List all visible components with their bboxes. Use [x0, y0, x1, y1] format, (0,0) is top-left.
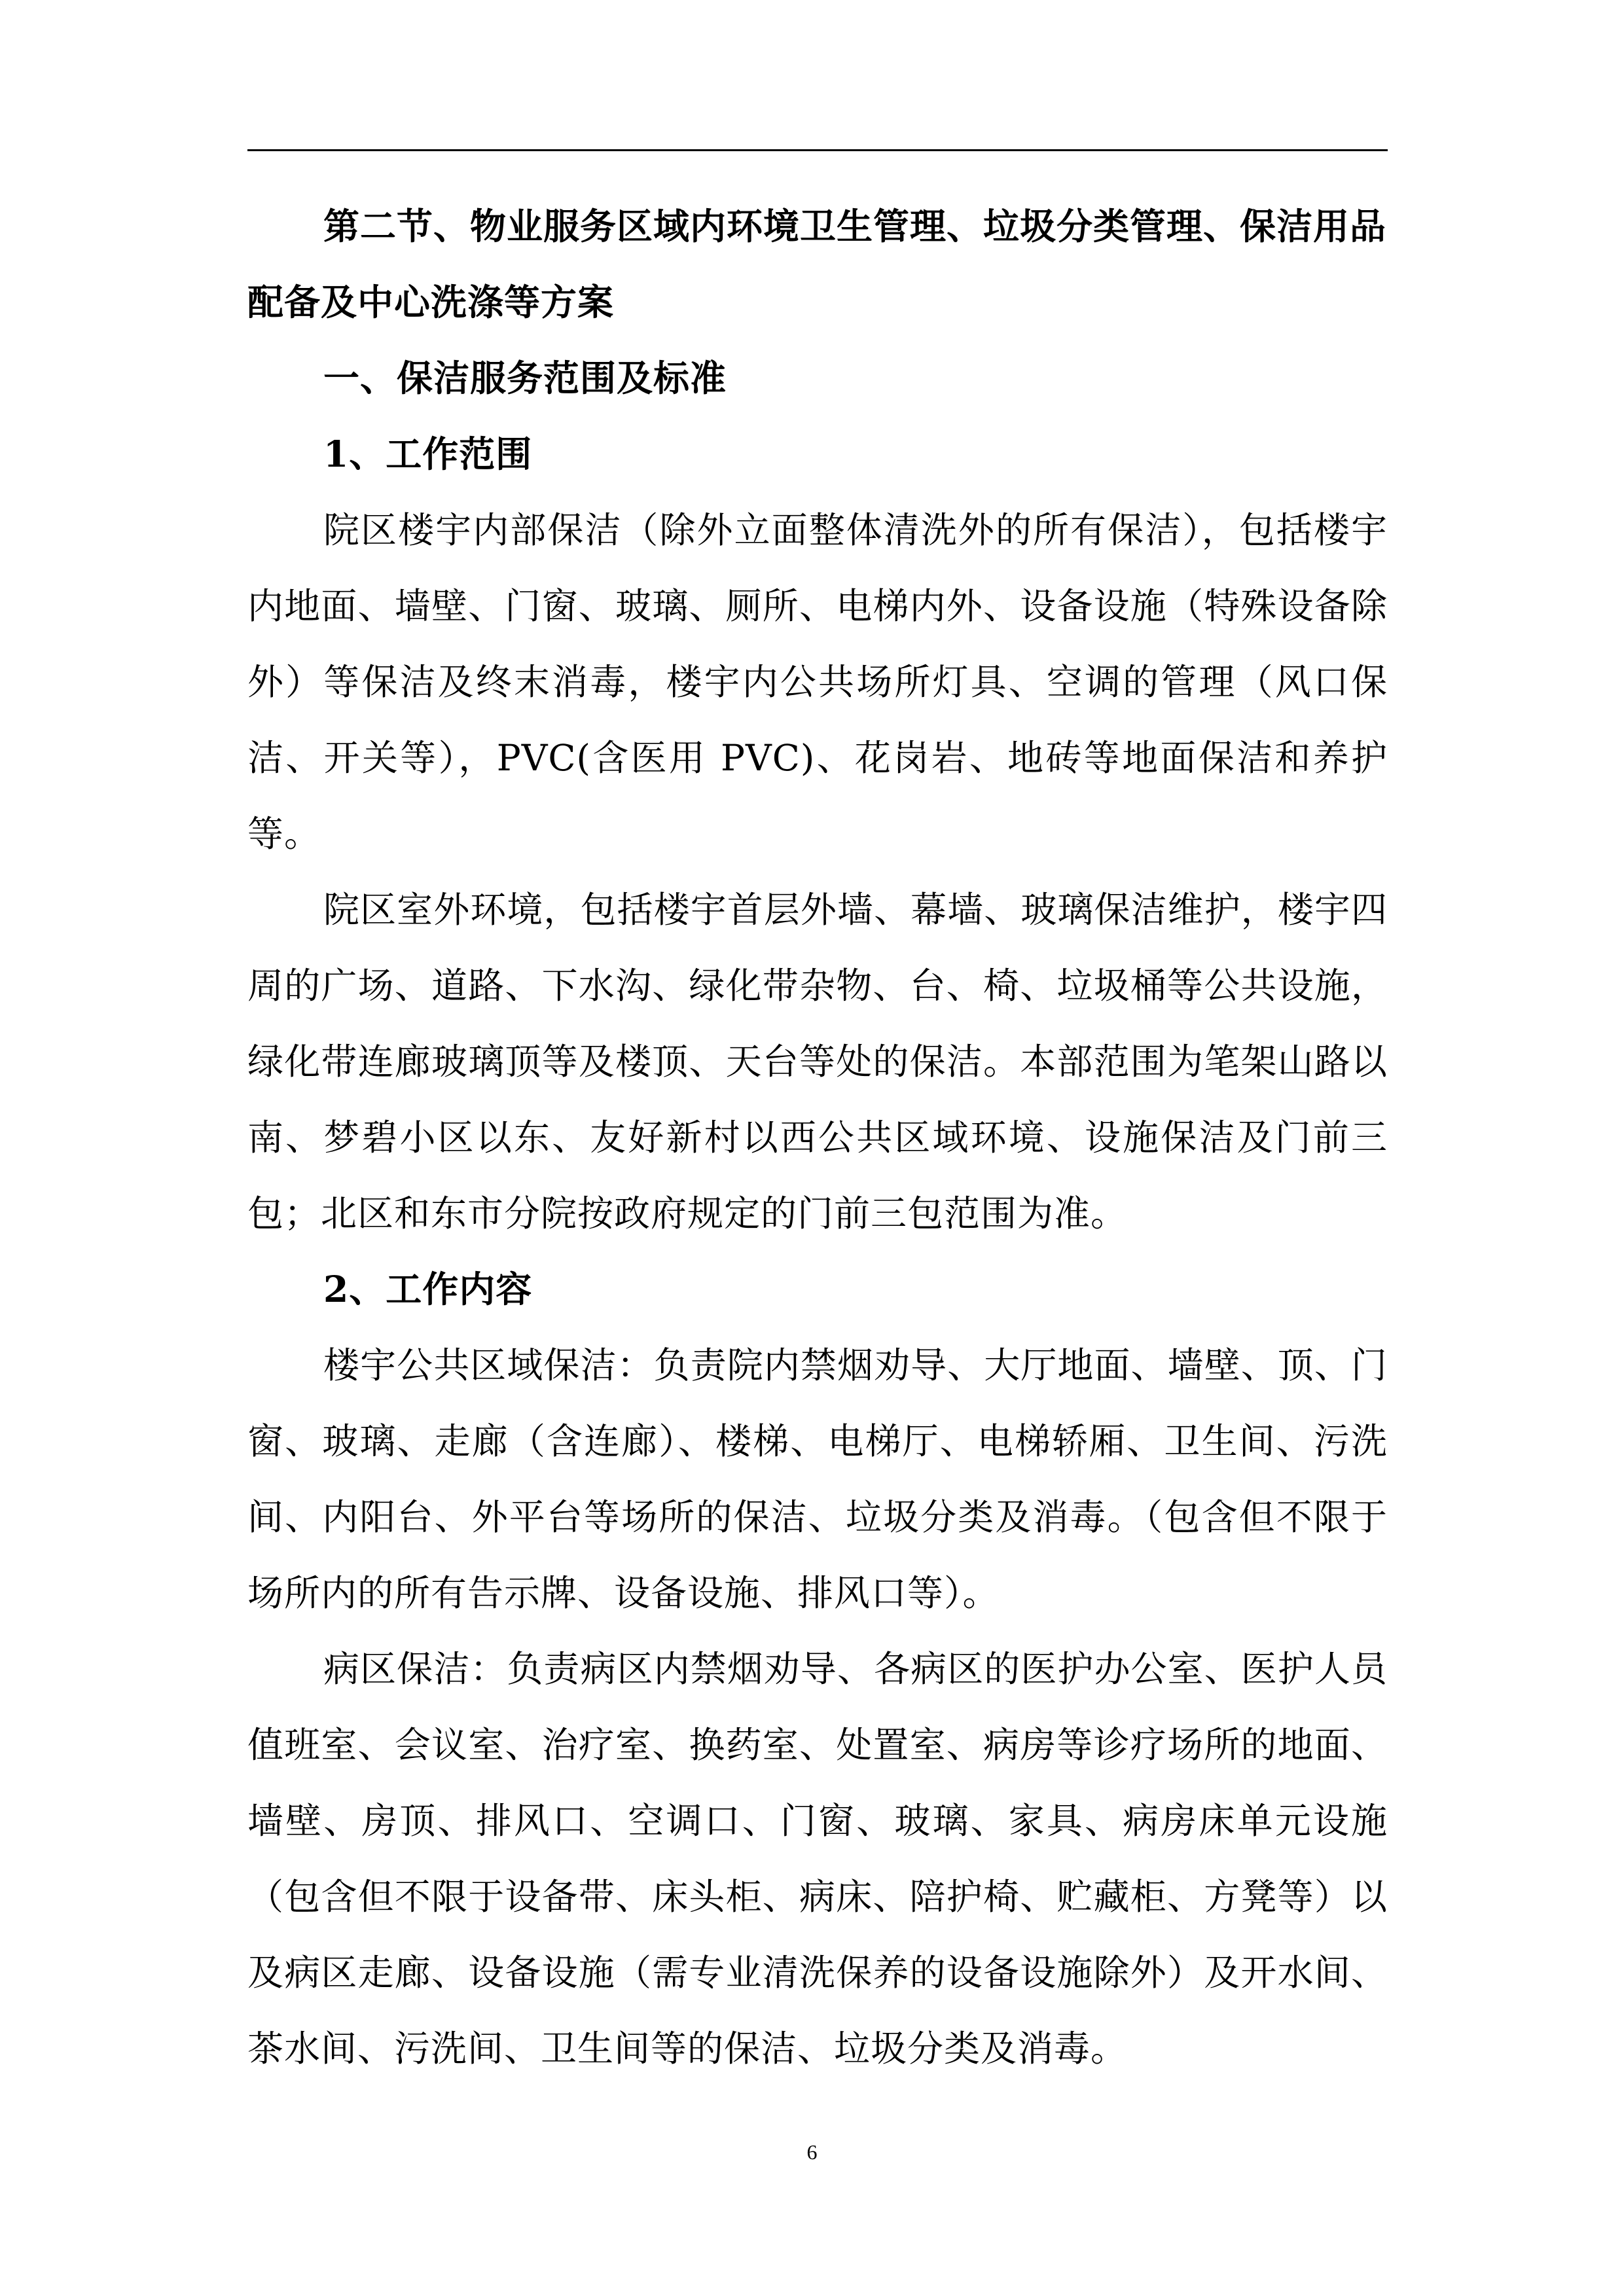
document-body: [247, 188, 1388, 2087]
header-rule: [247, 149, 1388, 151]
paragraph-outdoor-environment: 院区室外环境，包括楼宇首层外墙、幕墙、玻璃保洁维护，楼宇四周的广场、道路、下水沟、绿化带杂物、台、椅、垃圾桶等公共设施，绿化带连廊玻璃顶等及楼顶、天台等处的保洁。本部范围为笔架山路以南、梦碧小区以东、友好新村以西公共区域环境、设施保洁及门前三包；北区和东市分院按政府规定的门前三包范围为准。: [247, 889, 1388, 1234]
heading-work-content: 2、工作内容: [323, 1268, 533, 1310]
paragraph-ward-cleaning: 病区保洁：负责病区内禁烟劝导、各病区的医护办公室、医护人员值班室、会议室、治疗室、换药室、处置室、病房等诊疗场所的地面、墙壁、房顶、排风口、空调口、门窗、玻璃、家具、病房床单元设施（包含但不限于设备带、床头柜、病床、陪护椅、贮藏柜、方凳等）以及病区走廊、设备设施（需专业清洗保养的设备设施除外）及开水间、茶水间、污洗间、卫生间等的保洁、垃圾分类及消毒。: [247, 1648, 1388, 2070]
page-number: 6: [806, 2140, 818, 2164]
paragraph-indoor-cleaning: 院区楼宇内部保洁（除外立面整体清洗外的所有保洁），包括楼宇内地面、墙壁、门窗、玻璃、厕所、电梯内外、设备设施（特殊设备除外）等保洁及终末消毒，楼宇内公共场所灯具、空调的管理（风口保洁、开关等），PVC(含医用 PVC)、花岗岩、地砖等地面保洁和养护等。: [247, 509, 1388, 855]
section-title: 第二节、物业服务区域内环境卫生管理、垃圾分类管理、保洁用品配备及中心洗涤等方案: [247, 205, 1387, 323]
paragraph-public-area-cleaning: 楼宇公共区域保洁：负责院内禁烟劝导、大厅地面、墙壁、顶、门窗、玻璃、走廊（含连廊）、楼梯、电梯厅、电梯轿厢、卫生间、污洗间、内阳台、外平台等场所的保洁、垃圾分类及消毒。（包含但不限于场所内的所有告示牌、设备设施、排风口等）。: [247, 1344, 1388, 1614]
subheading-scope-standards: 一、保洁服务范围及标准: [323, 357, 727, 399]
heading-work-scope: 1、工作范围: [323, 433, 533, 475]
